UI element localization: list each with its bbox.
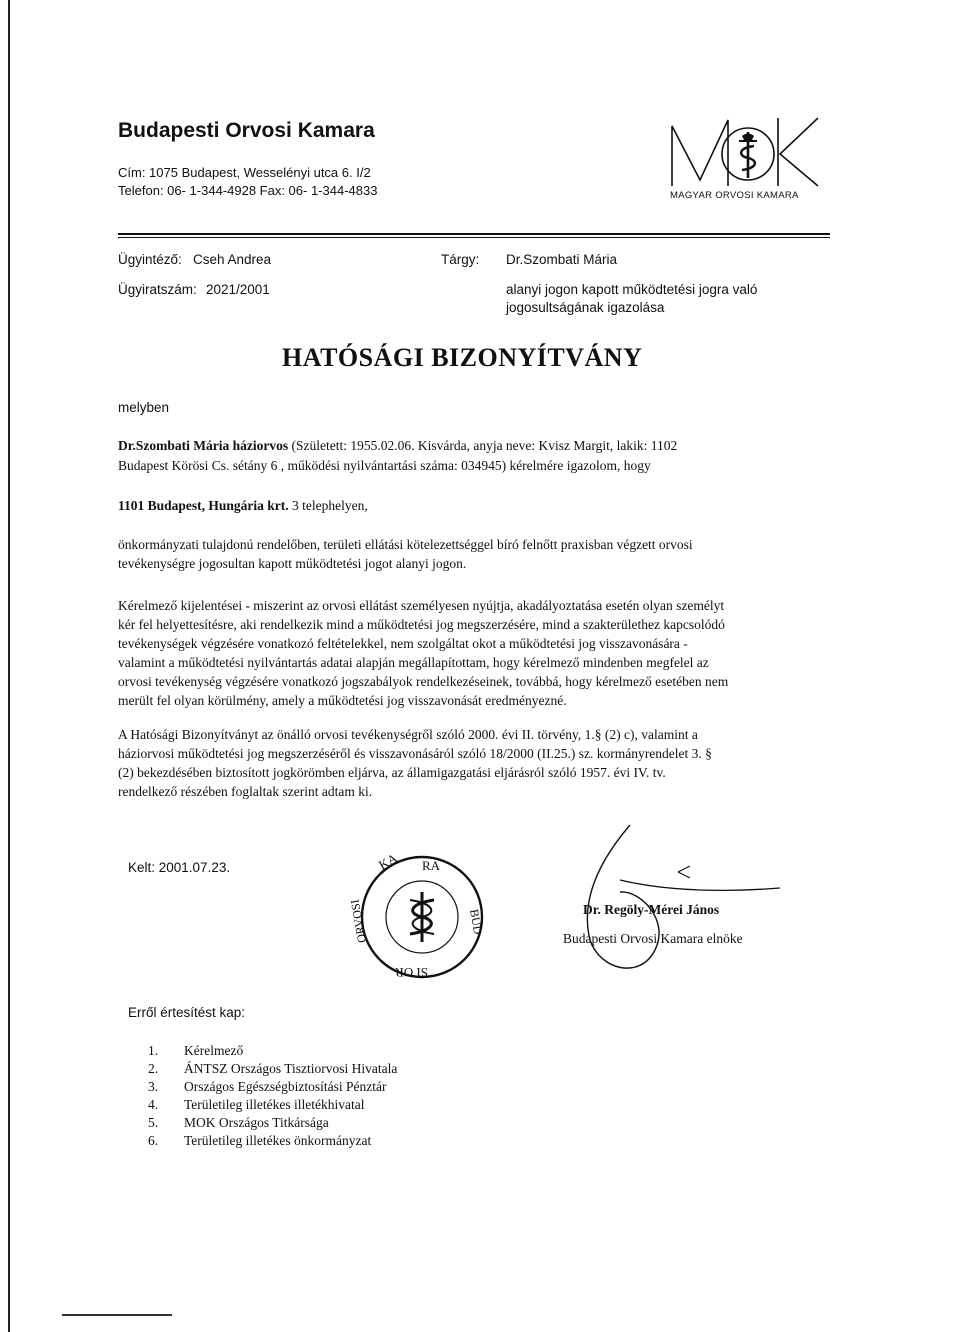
intro-word: melyben xyxy=(118,400,170,415)
svg-text:ORVOSI: ORVOSI xyxy=(347,898,369,944)
subject-line-1: alanyi jogon kapott működtetési jogra való xyxy=(506,282,758,297)
list-item: 6. Területileg illetékes önkormányzat xyxy=(148,1133,372,1148)
stamp-caduceus-icon xyxy=(410,892,434,942)
header-rule-thick xyxy=(118,233,830,235)
issue-date: Kelt: 2001.07.23. xyxy=(128,860,231,875)
svg-text:BUD: BUD xyxy=(467,908,486,936)
paragraph-4-line: (2) bekezdésében biztosított jogkörömben eljárva, az államigazgatási eljárásról szóló 1957. évi IV. tv. xyxy=(118,765,666,780)
org-address: Cím: 1075 Budapest, Wesselényi utca 6. I/2 xyxy=(118,165,371,180)
file-number-value: 2021/2001 xyxy=(206,282,270,297)
paragraph-4-line: háziorvosi működtetési jog megszerzéséről és visszavonásáról szóló 18/2000 (II.25.) sz. kormányrendelet 3. § xyxy=(118,746,712,761)
svg-text:SI OR: SI OR xyxy=(395,965,428,980)
practice-address xyxy=(118,496,368,516)
org-name: Budapesti Orvosi Kamara xyxy=(118,119,375,142)
list-item: 3. Országos Egészségbiztosítási Pénztár xyxy=(148,1079,387,1094)
svg-text:KA: KA xyxy=(376,850,400,873)
signer-name: Dr. Regöly-Mérei János xyxy=(583,902,720,917)
paragraph-2-line-1: önkormányzati tulajdonú rendelőben, területi ellátási kötelezettséggel bíró felnőtt praxisban végzett orvosi xyxy=(118,537,693,552)
paragraph-3-line: kér fel helyettesítésre, aki rendelkezik mind a működtetési jog megszerzésére, mind a szakterülethez kapcsolódó xyxy=(118,617,725,632)
paragraph-3-line: valamint a működtetési nyilvántartás adatai alapján megállapítottam, hogy kérelmező mindenben megfelel az xyxy=(118,655,709,670)
org-phone: Telefon: 06- 1-344-4928 Fax: 06- 1-344-4833 xyxy=(118,183,378,198)
paragraph-2-line-2: tevékenységre jogosultan kapott működtetési jogot alanyi jogon. xyxy=(118,556,467,571)
logo-caption: MAGYAR ORVOSI KAMARA xyxy=(670,190,799,201)
paragraph-3-line: merült fel olyan körülmény, amely a működtetési jog visszavonását eredményezné. xyxy=(118,693,567,708)
list-item: 4. Területileg illetékes illetékhivatal xyxy=(148,1097,365,1112)
practice-address-rest: 3 telephelyen, xyxy=(288,498,368,513)
paragraph-1-line-1 xyxy=(118,436,677,456)
mok-logo xyxy=(668,114,828,204)
paragraph-4-line: A Hatósági Bizonyítványt az önálló orvosi tevékenységről szóló 2000. évi II. törvény, 1.§ (2) c), valamint a xyxy=(118,727,698,742)
official-stamp xyxy=(347,850,492,985)
signer-title: Budapesti Orvosi Kamara elnöke xyxy=(563,931,743,946)
applicant-details: (Született: 1955.02.06. Kisvárda, anyja neve: Kvisz Margit, lakik: 1102 xyxy=(288,438,678,453)
document-heading: HATÓSÁGI BIZONYÍTVÁNY xyxy=(282,343,643,372)
recipients-label: Erről értesítést kap: xyxy=(128,1005,246,1020)
paragraph-1-line-2: Budapest Körösi Cs. sétány 6 , működési nyilvántartási száma: 034945) kérelmére igazolom, hogy xyxy=(118,458,651,473)
caduceus-icon xyxy=(739,132,757,178)
practice-address-bold: 1101 Budapest, Hungária krt. xyxy=(118,498,289,513)
paragraph-3-line: Kérelmező kijelentései - miszerint az orvosi ellátást személyesen nyújtja, akadályoztatása esetén olyan személyt xyxy=(118,598,725,613)
scan-edge-line xyxy=(8,0,10,1332)
stamp-graphic xyxy=(347,850,492,985)
header-rule-thin xyxy=(118,237,830,238)
applicant-name: Dr.Szombati Mária háziorvos xyxy=(118,438,289,453)
list-item: 2. ÁNTSZ Országos Tisztiorvosi Hivatala xyxy=(148,1061,398,1076)
paragraph-3-line: orvosi tevékenység végzésére vonatkozó jogszabályok rendelkezéseinek, továbbá, hogy kérelmező esetében nem xyxy=(118,674,729,689)
subject-label: Tárgy: xyxy=(441,252,480,267)
svg-text:RA: RA xyxy=(422,858,441,873)
subject-name: Dr.Szombati Mária xyxy=(506,252,618,267)
paragraph-4-line: rendelkező részében foglaltak szerint adtam ki. xyxy=(118,784,373,799)
subject-line-2: jogosultságának igazolása xyxy=(506,300,665,315)
paragraph-3-line: tevékenységek végzésére vonatkozó feltételekkel, nem szolgáltat okot a működtetési jog visszavonására - xyxy=(118,636,688,651)
handler-label: Ügyintéző: xyxy=(118,252,182,267)
handler-value: Cseh Andrea xyxy=(193,252,272,267)
file-number-label: Ügyiratszám: xyxy=(118,282,197,297)
list-item: 1. Kérelmező xyxy=(148,1043,244,1058)
scan-artifact-line xyxy=(62,1314,172,1316)
list-item: 5. MOK Országos Titkársága xyxy=(148,1115,329,1130)
